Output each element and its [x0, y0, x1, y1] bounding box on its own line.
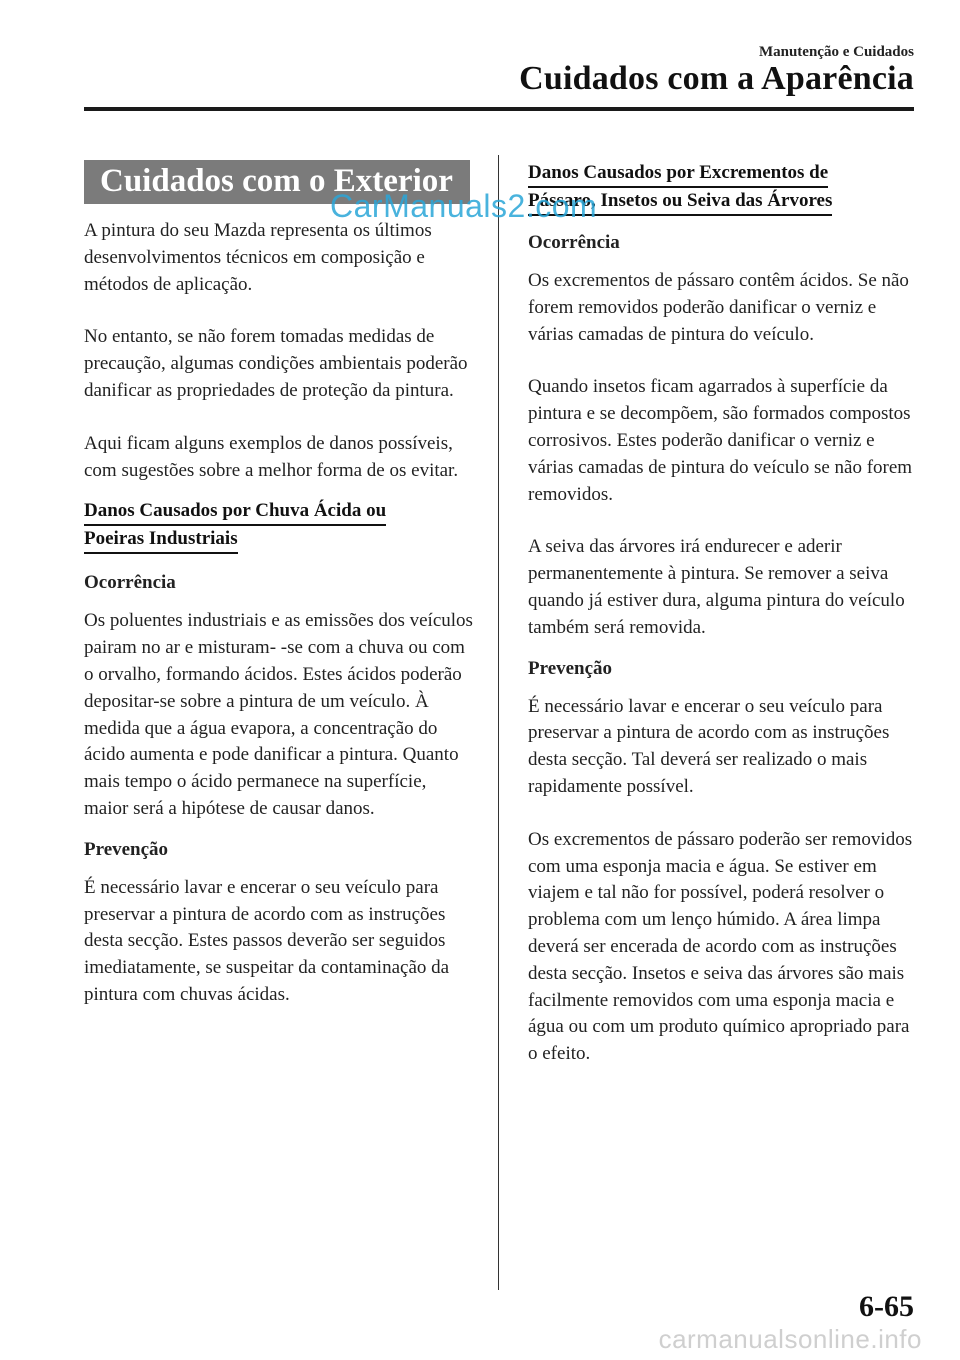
prevention-heading: Prevenção — [84, 838, 169, 860]
occurrence-heading: Ocorrência — [528, 232, 620, 253]
page-number: 6-65 — [859, 1290, 914, 1323]
prevention-text: É necessário lavar e encerar o seu veículo para preservar a pintura de acordo com as instruções desta secção. Estes passos deverão ser seguidos imediatamente, se suspeitar da contaminação da pintura com chuvas ácidas. — [84, 876, 450, 1005]
topic-title-bird-droppings: Danos Causados por Excrementos de Pássaro, Insetos ou Seiva das Árvores — [528, 160, 918, 216]
right-column — [528, 160, 918, 1094]
header-chapter-title: Cuidados com a Aparência — [519, 60, 914, 97]
occurrence-paragraph: A seiva das árvores irá endurecer e aderir permanentemente à pintura. Se remover a seiva quando já estiver dura, alguma pintura do veículo também será removida. — [528, 536, 905, 638]
prevention-paragraph: É necessário lavar e encerar o seu veículo para preservar a pintura de acordo com as instruções desta secção. Tal deverá ser realizado o mais rapidamente possível. — [528, 695, 890, 797]
occurrence-paragraph: Os excrementos de pássaro contêm ácidos. Se não forem removidos poderão danificar o verniz e várias camadas de pintura do veículo. — [528, 270, 909, 345]
intro-paragraph: A pintura do seu Mazda representa os últimos desenvolvimentos técnicos em composição e métodos de aplicação. — [84, 220, 432, 295]
header-rule — [84, 107, 914, 111]
watermark-logo: CarManuals2.com — [330, 188, 598, 224]
occurrence-paragraph: Quando insetos ficam agarrados à superfície da pintura e se decompõem, são formados compostos corrosivos. Estes poderão danificar o verniz e várias camadas de pintura do veículo se não forem removidos. — [528, 376, 913, 505]
topic-title-acid-rain: Danos Causados por Chuva Ácida ou Poeiras Industriais — [84, 498, 474, 554]
intro-paragraph: Aqui ficam alguns exemplos de danos possíveis, com sugestões sobre a melhor forma de os evitar. — [84, 432, 459, 481]
intro-paragraph: No entanto, se não forem tomadas medidas de precaução, algumas condições ambientais poderão danificar as propriedades de proteção da pintura. — [84, 326, 468, 401]
header-section-title: Manutenção e Cuidados — [758, 44, 914, 60]
left-column — [84, 160, 474, 1035]
footer-watermark: carmanualsonline.info — [658, 1324, 922, 1354]
occurrence-heading: Ocorrência — [84, 572, 176, 594]
prevention-heading: Prevenção — [528, 657, 613, 679]
prevention-paragraph: Os excrementos de pássaro poderão ser removidos com uma esponja macia e água. Se estiver em viajem e tal não for possível, poderá resolver o problema com um lenço húmido. A área limpa deverá ser encerada de acordo com as instruções desta secção. Insetos e seiva das árvores são mais facilmente removidos com uma esponja macia e água ou com um produto químico apropriado para o efeito. — [528, 828, 913, 1065]
column-divider — [498, 155, 499, 1290]
occurrence-text: Os poluentes industriais e as emissões dos veículos pairam no ar e misturam- -se com a chuva ou com o orvalho, formando ácidos. Estes ácidos poderão depositar-se sobre a pintura de um veículo. À medida que a água evapora, a concentração do ácido aumenta e pode danificar a pintura. Quanto mais tempo o ácido permanece na superfície, maior será a hipótese de causar danos. — [84, 610, 473, 819]
section-banner: Cuidados com o Exterior — [84, 160, 470, 204]
